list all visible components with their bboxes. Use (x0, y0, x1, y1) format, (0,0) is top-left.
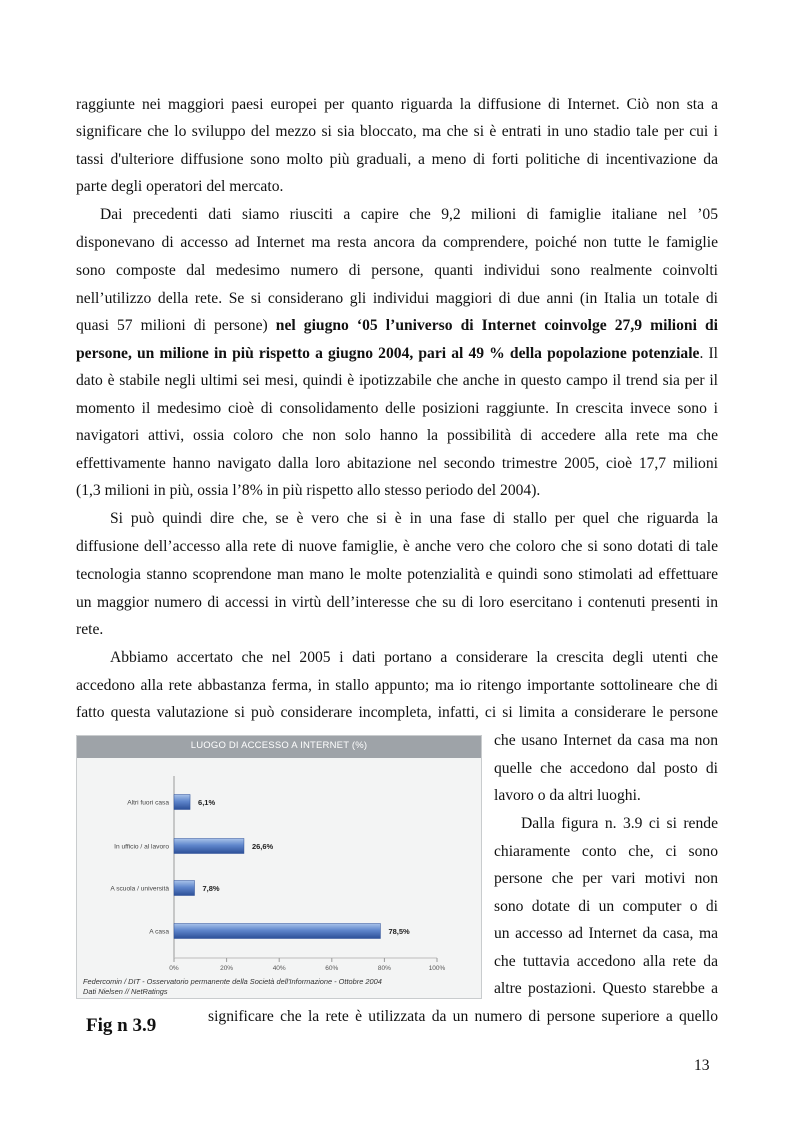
text-line: lavoro o da altri luoghi. (494, 787, 641, 804)
chart-title: LUOGO DI ACCESSO A INTERNET (%) (190, 740, 368, 751)
text-line: nell’utilizzo della rete. Se si considerano gli individui maggiori di due anni (in Italia un totale di (76, 290, 718, 307)
text-line: che usano Internet da casa ma non (494, 732, 718, 749)
category-label: A scuola / università (110, 885, 169, 893)
text-line: fatto questa valutazione si può considerare incompleta, infatti, ci si limita a considerare le persone (76, 704, 718, 721)
chart-source-line-1: Federcomin / DIT - Osservatorio permanente della Società dell'Informazione - Ottobre 2004 (83, 977, 382, 986)
text-line: diffusione dell’accesso alla rete di nuove famiglie, è anche vero che coloro che si sono dotati di tale (76, 538, 718, 555)
text-line: parte degli operatori del mercato. (76, 178, 284, 195)
text-line: un accesso ad Internet da casa, ma (494, 925, 718, 942)
text-line: sono dotate di un computer o di (494, 898, 718, 915)
text-line: navigatori attivi, ossia coloro che non solo hanno la possibilità di accedere alla rete ma che (76, 427, 718, 444)
chart-source-line-2: Dati Nielsen // NetRatings (83, 987, 168, 996)
text-line: effettivamente hanno navigato dalla loro abitazione nel secondo trimestre 2005, cioè 17,7 milioni (76, 455, 718, 472)
x-tick-label: 40% (272, 965, 286, 972)
text-line: altre postazioni. Questo starebbe a (494, 980, 718, 997)
text-line: Dalla figura n. 3.9 ci si rende (521, 815, 718, 832)
bar-chart (77, 758, 481, 972)
x-tick-label: 80% (377, 965, 391, 972)
value-label: 26,6% (251, 842, 274, 851)
text-line: (1,3 milioni in più, ossia l’8% in più rispetto allo stesso periodo del 2004). (76, 482, 541, 499)
text-line-mixed (76, 344, 718, 364)
text-line-mixed (76, 316, 718, 336)
text-line: quelle che accedono dal posto di (494, 760, 718, 777)
x-tick-label: 100% (428, 965, 446, 972)
category-label: A casa (149, 928, 169, 936)
plain-text: quasi 57 milioni di persone) (76, 317, 276, 334)
chart-figure (76, 735, 482, 999)
chart-title-bar (77, 736, 481, 758)
bar (174, 881, 195, 896)
text-line: disponevano di accesso ad Internet ma resta ancora da comprendere, poiché non tutte le famiglie (76, 234, 718, 251)
final-line-text: significare che la rete è utilizzata da un numero di persone superiore a quello (208, 1008, 718, 1025)
value-label: 6,1% (198, 798, 216, 807)
x-tick-label: 60% (325, 965, 339, 972)
text-line: un maggior numero di accessi in virtù dell’interesse che su di loro esercitano i contenuti presenti in (76, 594, 718, 611)
figure-label: Fig n 3.9 (86, 1015, 157, 1036)
plain-text: . Il (699, 345, 718, 362)
text-line: dato è stabile negli ultimi sei mesi, quindi è ipotizzabile che anche in questo campo il trend sia per il (76, 372, 718, 389)
value-label: 7,8% (202, 884, 220, 893)
text-line: tecnologia stanno scoprendone man mano le molte potenzialità e quindi sono stimolati ad effettuare (76, 566, 718, 583)
category-label: Altri fuori casa (127, 799, 169, 807)
bold-text: persone, un milione in più rispetto a giugno 2004, pari al 49 % della popolazione potenziale (76, 345, 700, 362)
text-line: sono composte dal medesimo numero di persone, quanti individui sono realmente coinvolti (76, 262, 718, 279)
text-line: tassi d'ulteriore diffusione sono molto più graduali, a meno di forti politiche di incentivazione da (76, 151, 718, 168)
x-tick-label: 0% (169, 965, 179, 972)
category-label: In ufficio / al lavoro (114, 843, 169, 851)
bar (174, 924, 380, 939)
text-line: raggiunte nei maggiori paesi europei per quanto riguarda la diffusione di Internet. Ciò non sta a (76, 96, 718, 113)
bar (174, 839, 244, 854)
text-line: accedono alla rete abbastanza ferma, in stallo appunto; ma io ritengo importante sottolineare che di (76, 677, 718, 694)
text-line: Abbiamo accertato che nel 2005 i dati portano a considerare la crescita degli utenti che (110, 649, 718, 666)
bold-text: nel giugno ‘05 l’universo di Internet coinvolge 27,9 milioni di (275, 317, 719, 334)
x-tick-label: 20% (220, 965, 234, 972)
value-label: 78,5% (388, 927, 410, 936)
text-line: chiaramente conto che, ci sono (494, 843, 718, 860)
text-line: momento il medesimo cioè di consolidamento delle posizioni raggiunte. In crescita invece sono i (76, 400, 718, 417)
text-line: Dai precedenti dati siamo riusciti a capire che 9,2 milioni di famiglie italiane nel ’05 (100, 206, 718, 223)
text-line: rete. (76, 621, 104, 638)
page-number: 13 (694, 1057, 710, 1074)
text-line: che tuttavia accedono alla rete da (494, 953, 718, 970)
text-line: Si può quindi dire che, se è vero che si è in una fase di stallo per quel che riguarda la (110, 510, 718, 527)
text-line: persone che per vari motivi non (494, 870, 718, 887)
bar (174, 795, 190, 810)
text-line (208, 1007, 718, 1027)
text-line: significare che lo sviluppo del mezzo si sia bloccato, ma che si è entrati in uno stadio tale per cui i (76, 123, 718, 140)
